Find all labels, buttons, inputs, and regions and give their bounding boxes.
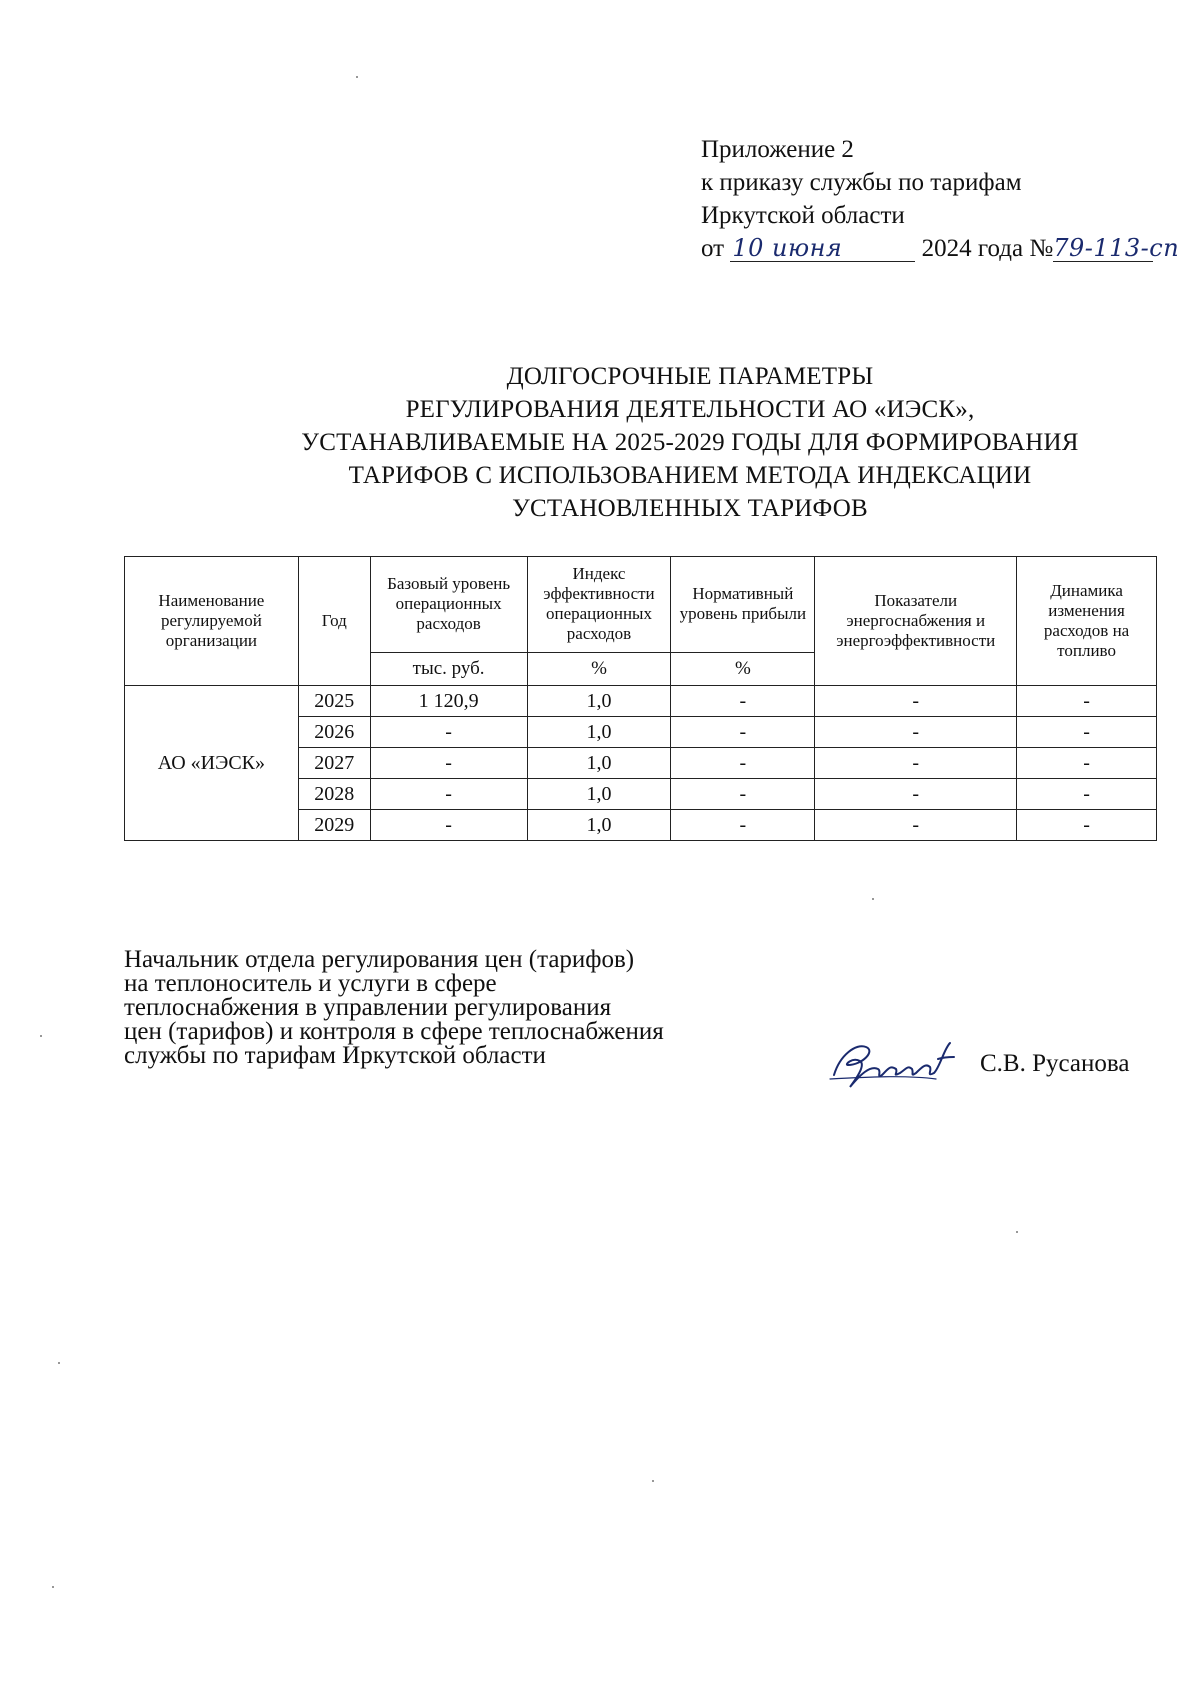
unit-efficiency-index: %	[527, 652, 671, 685]
year-text: 2024 года №	[921, 235, 1054, 262]
header-year: Год	[298, 557, 370, 686]
position-line-2: на теплоноситель и услуги в сфере	[124, 970, 497, 997]
handwritten-date: 10 июня	[730, 235, 915, 262]
fuel-cell: -	[1017, 717, 1157, 748]
parameters-table	[124, 556, 1157, 841]
fuel-cell: -	[1017, 779, 1157, 810]
scan-speck	[1016, 1231, 1018, 1233]
position-line-4: цен (тарифов) и контроля в сфере теплоснабжения	[124, 1018, 664, 1045]
title-line-2: РЕГУЛИРОВАНИЯ ДЕЯТЕЛЬНОСТИ АО «ИЭСК»,	[405, 396, 975, 423]
table-row	[125, 686, 1157, 717]
energy-cell: -	[815, 810, 1017, 841]
base-cell: -	[370, 748, 527, 779]
appendix-line-2: к приказу службы по тарифам	[701, 169, 1022, 196]
index-cell: 1,0	[527, 810, 671, 841]
base-cell: -	[370, 810, 527, 841]
unit-profit-level: %	[671, 652, 815, 685]
title-line-4: ТАРИФОВ С ИСПОЛЬЗОВАНИЕМ МЕТОДА ИНДЕКСАЦИИ	[348, 462, 1032, 489]
org-name-cell: АО «ИЭСК»	[125, 686, 299, 841]
scan-speck	[652, 1480, 654, 1482]
year-cell: 2027	[298, 748, 370, 779]
position-line-1: Начальник отдела регулирования цен (тарифов)	[124, 946, 635, 973]
fuel-cell: -	[1017, 686, 1157, 717]
scan-speck	[872, 898, 874, 900]
base-cell: -	[370, 717, 527, 748]
fuel-cell: -	[1017, 810, 1157, 841]
from-label: от	[701, 235, 725, 262]
index-cell: 1,0	[527, 748, 671, 779]
appendix-line-1: Приложение 2	[701, 136, 854, 163]
base-cell: 1 120,9	[370, 686, 527, 717]
profit-cell: -	[671, 748, 815, 779]
handwritten-signature	[826, 1035, 956, 1100]
base-cell: -	[370, 779, 527, 810]
profit-cell: -	[671, 779, 815, 810]
index-cell: 1,0	[527, 779, 671, 810]
title-line-3: УСТАНАВЛИВАЕМЫЕ НА 2025-2029 ГОДЫ ДЛЯ ФОРМИРОВАНИЯ	[301, 429, 1079, 456]
profit-cell: -	[671, 717, 815, 748]
unit-base-costs: тыс. руб.	[370, 652, 527, 685]
document-title	[100, 360, 1200, 525]
header-fuel-dynamics: Динамика изменения расходов на топливо	[1017, 557, 1157, 686]
index-cell: 1,0	[527, 686, 671, 717]
appendix-header	[701, 133, 1180, 265]
energy-cell: -	[815, 748, 1017, 779]
energy-cell: -	[815, 779, 1017, 810]
profit-cell: -	[671, 686, 815, 717]
header-profit-level: Нормативный уровень прибыли	[671, 557, 815, 653]
header-energy-indicators: Показатели энергоснабжения и энергоэффективности	[815, 557, 1017, 686]
position-line-3: теплоснабжения в управлении регулирования	[124, 994, 612, 1021]
year-cell: 2026	[298, 717, 370, 748]
scan-speck	[58, 1362, 60, 1364]
header-org: Наименование регулируемой организации	[125, 557, 299, 686]
title-line-5: УСТАНОВЛЕННЫХ ТАРИФОВ	[512, 495, 868, 522]
year-cell: 2025	[298, 686, 370, 717]
position-line-5: службы по тарифам Иркутской области	[124, 1042, 546, 1069]
profit-cell: -	[671, 810, 815, 841]
scan-speck	[52, 1586, 54, 1588]
signature-scribble-icon	[826, 1035, 956, 1095]
signer-name: С.В. Русанова	[980, 1050, 1130, 1077]
appendix-date-line	[701, 232, 1180, 265]
header-efficiency-index: Индекс эффективности операционных расходов	[527, 557, 671, 653]
scan-speck	[356, 76, 358, 78]
header-base-costs: Базовый уровень операционных расходов	[370, 557, 527, 653]
scan-speck	[40, 1035, 42, 1037]
year-cell: 2029	[298, 810, 370, 841]
appendix-line-3: Иркутской области	[701, 202, 905, 229]
energy-cell: -	[815, 686, 1017, 717]
year-cell: 2028	[298, 779, 370, 810]
fuel-cell: -	[1017, 748, 1157, 779]
index-cell: 1,0	[527, 717, 671, 748]
title-line-1: ДОЛГОСРОЧНЫЕ ПАРАМЕТРЫ	[506, 363, 874, 390]
energy-cell: -	[815, 717, 1017, 748]
signatory-position	[124, 948, 764, 1068]
handwritten-order-number: 79-113-сп	[1053, 234, 1180, 262]
